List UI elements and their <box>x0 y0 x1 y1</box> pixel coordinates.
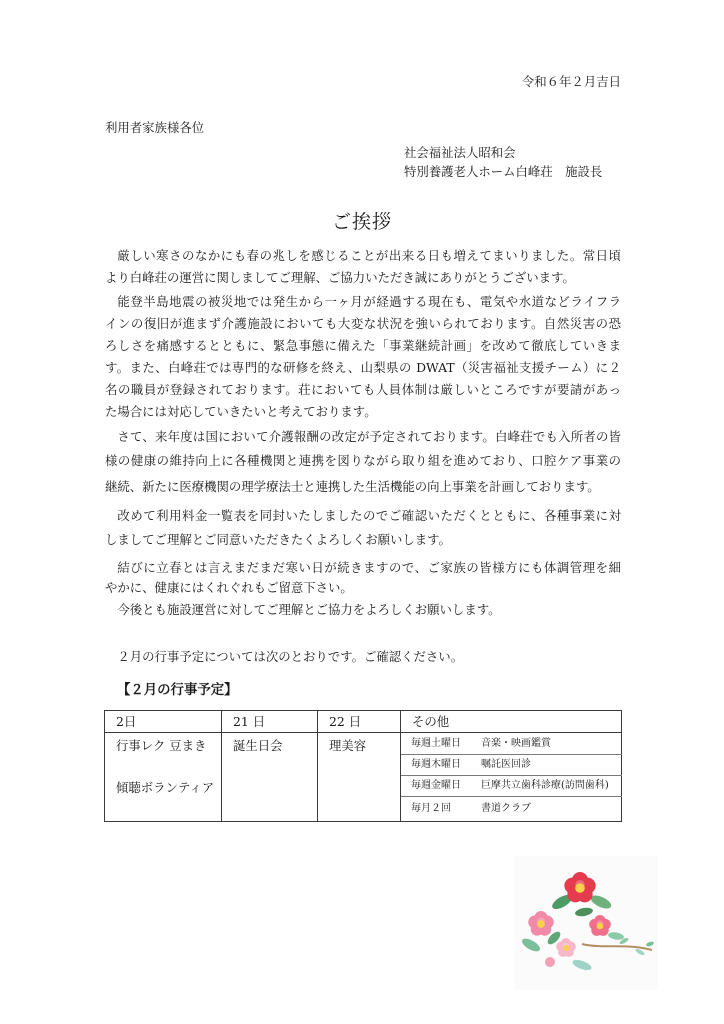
day-21-cell <box>222 733 318 822</box>
schedule-heading: 【２月の行事予定】 <box>117 682 238 698</box>
column-header-day-21: 21 日 <box>222 711 318 733</box>
sender-organization: 社会福祉法人昭和会 <box>404 145 516 160</box>
body-line: さて、来年度は国において介護報酬の改定が予定されております。白峰荘でも入所者の皆 <box>117 429 621 444</box>
event-activity: 嘱託医回診 <box>481 759 531 770</box>
schedule-header-row <box>105 711 622 733</box>
camellia-bud <box>545 957 555 967</box>
body-line: た場合には対応していきたいと考えております。 <box>105 404 377 419</box>
document-date: 令和６年２月吉日 <box>521 74 621 89</box>
column-header-day-2: 2日 <box>105 711 222 733</box>
day-22-cell <box>318 733 401 822</box>
body-line: 能登半島地震の被災地では発生から一ヶ月が経過する現在も、電気や水道などライフラ <box>117 294 621 309</box>
body-line: ろしさを痛感するとともに、緊急事態に備えた「事業継続計画」を改めて徹底していきま <box>105 338 621 353</box>
body-line: す。また、白峰荘では専門的な研修を終え、山梨県の DWAT（災害福祉支援チーム）に２ <box>105 360 621 375</box>
other-event-cell <box>401 776 622 797</box>
table-row <box>105 733 622 755</box>
event-entry: 誕生日会 <box>233 738 283 753</box>
body-line: 名の職員が登録されております。荘においても人員体制は厳しいところですが要請があっ <box>105 382 621 397</box>
body-line: やかに、健康にはくれぐれもご留意下さい。 <box>105 580 353 595</box>
recipient-line: 利用者家族様各位 <box>105 120 205 135</box>
body-line: 今後とも施設運営に対してご理解とご協力をよろしくお願いします。 <box>117 602 501 617</box>
sender-facility-title: 特別養護老人ホーム白峰荘 施設長 <box>404 164 603 179</box>
event-frequency: 毎月２回 <box>411 803 451 814</box>
event-frequency: 毎週木曜日 <box>411 759 461 770</box>
body-line: インの復旧が進まず介護施設においても大変な状況を強いられております。自然災害の恐 <box>105 316 621 331</box>
event-entry: 行事レク 豆まき <box>116 738 207 753</box>
schedule-intro: ２月の行事予定については次のとおりです。ご確認ください。 <box>117 649 464 664</box>
other-event-cell <box>401 733 622 755</box>
body-line: しましてご理解とご同意いただきたくよろしくお願いします。 <box>105 532 451 547</box>
event-frequency: 毎週土曜日 <box>411 737 461 749</box>
camellia-flowers-icon <box>512 852 660 992</box>
body-line: より白峰荘の運営に関しましてご理解、ご協力いただき誠にありがとうございます。 <box>105 270 575 285</box>
schedule-table <box>104 710 622 822</box>
body-line: 継続、新たに医療機関の理学療法士と連携した生活機能の向上事業を計画しております。 <box>105 479 600 494</box>
event-frequency: 毎週金曜日 <box>411 780 461 791</box>
body-line: 改めて利用料金一覧表を同封いたしましたのでご確認いただくとともに、各種事業に対 <box>117 508 621 523</box>
letter-title: ご挨拶 <box>331 211 392 233</box>
body-line: 様の健康の維持向上に各種機関と連携を図りながら取り組を進めており、口腔ケア事業の <box>105 453 621 468</box>
event-activity: 書道クラブ <box>481 803 531 814</box>
event-activity: 音楽・映画鑑賞 <box>481 737 551 749</box>
column-header-day-22: 22 日 <box>318 711 401 733</box>
body-line: 結びに立春とは言えまだまだ寒い日が続きますので、ご家族の皆様方にも体調管理を細 <box>117 560 621 575</box>
event-entry: 理美容 <box>329 738 367 753</box>
other-event-cell <box>401 755 622 776</box>
column-header-other: その他 <box>401 711 622 733</box>
other-event-cell <box>401 797 622 822</box>
day-2-cell <box>105 733 222 822</box>
body-line: 厳しい寒さのなかにも春の兆しを感じることが出来る日も増えてまいりました。常日頃 <box>117 248 621 263</box>
event-entry: 傾聴ボランティア <box>116 780 215 795</box>
event-activity: 巨摩共立歯科診療(訪問歯科) <box>481 780 609 791</box>
